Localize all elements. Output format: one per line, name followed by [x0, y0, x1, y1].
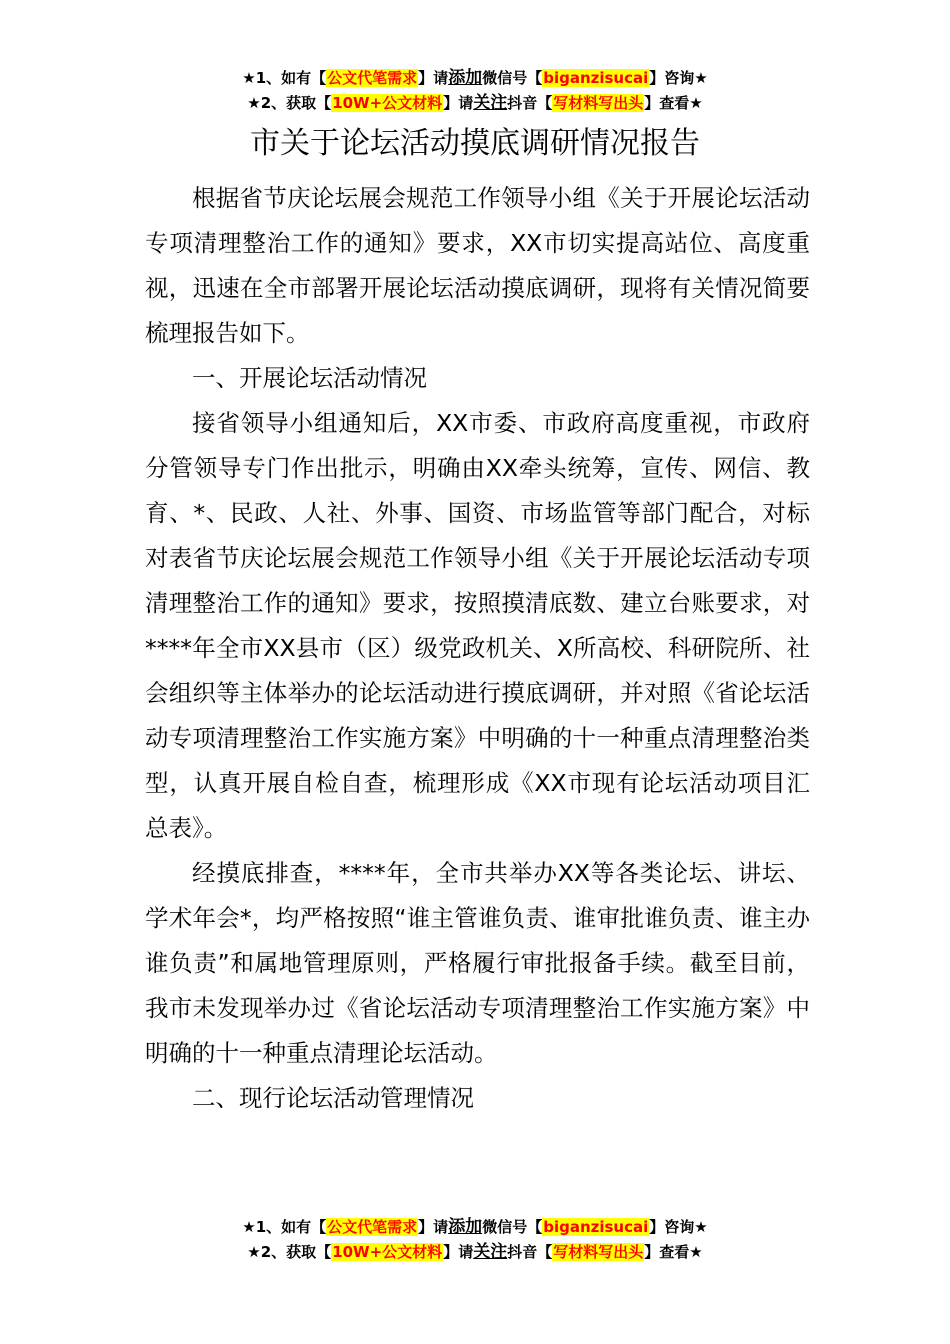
underlined-add: 添加	[448, 68, 483, 88]
underlined-add: 添加	[448, 1217, 483, 1237]
banner-text: 】查看	[644, 94, 690, 112]
highlight-materials: 10W+公文材料	[332, 1243, 443, 1261]
star-icon: ★	[694, 1218, 708, 1236]
section-heading-2: 二、现行论坛活动管理情况	[192, 1084, 474, 1112]
star-icon: ★	[247, 94, 261, 112]
highlight-wechat-id: biganzisucai	[543, 1218, 649, 1236]
star-icon: ★	[689, 1243, 703, 1261]
underlined-follow: 关注	[473, 93, 508, 113]
banner-line-1	[0, 66, 950, 91]
banner-text: 】请	[418, 69, 449, 87]
top-banner	[0, 66, 950, 116]
banner-text: 抖音【	[507, 94, 553, 112]
banner-text: 】咨询	[649, 1218, 695, 1236]
banner-text: 1、如有【	[255, 1218, 327, 1236]
paragraph-section-1-a: 接省领导小组通知后，XX市委、市政府高度重视，市政府分管领导专门作出批示，明确由XX牵头统筹，宣传、网信、教育、*、民政、人社、外事、国资、市场监管等部门配合，对标对表省节庆论坛展会规范工作领导小组《关于开展论坛活动专项清理整治工作的通知》要求，按照摸清底数、建立台账要求，对****年全市XX县市（区）级党政机关、X所高校、科研院所、社会组织等主体举办的论坛活动进行摸底调研，并对照《省论坛活动专项清理整治工作实施方案》中明确的十一种重点清理整治类型，认真开展自检自查，梳理形成《XX市现有论坛活动项目汇总表》。	[145, 409, 810, 842]
banner-text: 微信号【	[482, 69, 543, 87]
star-icon: ★	[689, 94, 703, 112]
star-icon: ★	[242, 69, 256, 87]
highlight-wechat-id: biganzisucai	[543, 69, 649, 87]
paragraph-section-1-b: 经摸底排查，****年，全市共举办XX等各类论坛、讲坛、学术年会*，均严格按照“谁主管谁负责、谁审批谁负责、谁主办谁负责”和属地管理原则，严格履行审批报备手续。截至目前，我市未发现举办过《省论坛活动专项清理整治工作实施方案》中明确的十一种重点清理论坛活动。	[145, 859, 810, 1067]
banner-text: 抖音【	[507, 1243, 553, 1261]
star-icon: ★	[242, 1218, 256, 1236]
banner-text: 】咨询	[649, 69, 695, 87]
document-body	[145, 176, 810, 1121]
banner-text: 1、如有【	[255, 69, 327, 87]
highlight-service: 公文代笔需求	[327, 69, 418, 87]
banner-text: 】请	[443, 94, 474, 112]
highlight-douyin-name: 写材料写出头	[553, 94, 644, 112]
highlight-service: 公文代笔需求	[327, 1218, 418, 1236]
star-icon: ★	[694, 69, 708, 87]
highlight-materials: 10W+公文材料	[332, 94, 443, 112]
bottom-banner	[0, 1215, 950, 1265]
section-heading-1: 一、开展论坛活动情况	[192, 364, 427, 392]
banner-text: 2、获取【	[260, 94, 332, 112]
banner-text: 微信号【	[482, 1218, 543, 1236]
star-icon: ★	[247, 1243, 261, 1261]
highlight-douyin-name: 写材料写出头	[553, 1243, 644, 1261]
banner-text: 】请	[443, 1243, 474, 1261]
underlined-follow: 关注	[473, 1242, 508, 1262]
paragraph-intro: 根据省节庆论坛展会规范工作领导小组《关于开展论坛活动专项清理整治工作的通知》要求，XX市切实提高站位、高度重视，迅速在全市部署开展论坛活动摸底调研，现将有关情况简要梳理报告如下。	[145, 184, 810, 347]
banner-line-2	[0, 91, 950, 116]
banner-text: 】请	[418, 1218, 449, 1236]
banner-line-1	[0, 1215, 950, 1240]
document-title: 市关于论坛活动摸底调研情况报告	[250, 126, 700, 161]
banner-text: 】查看	[644, 1243, 690, 1261]
banner-text: 2、获取【	[260, 1243, 332, 1261]
banner-line-2	[0, 1240, 950, 1265]
